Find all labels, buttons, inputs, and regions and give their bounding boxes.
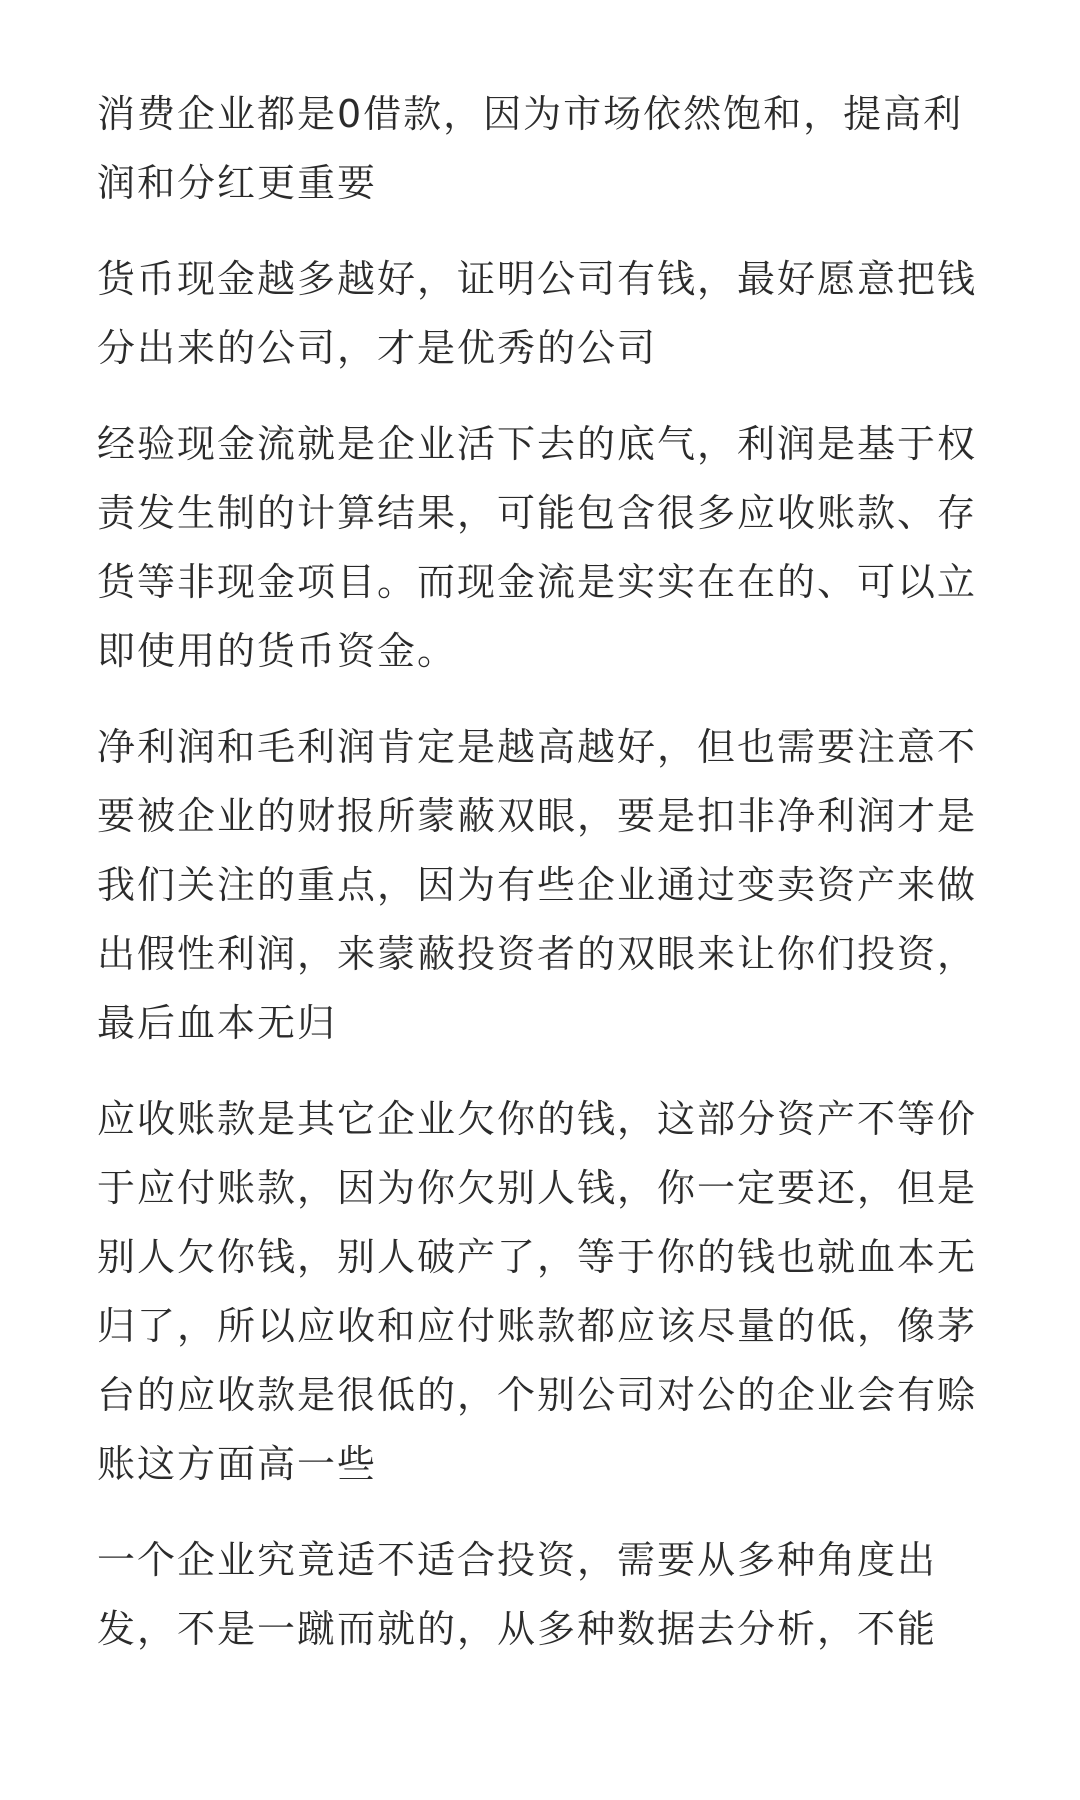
paragraph-cash-flow: 经验现金流就是企业活下去的底气，利润是基于权责发生制的计算结果，可能包含很多应收账款、存货等非现金项目。而现金流是实实在在的、可以立即使用的货币资金。 — [97, 422, 978, 673]
paragraph-investment-analysis: 一个企业究竟适不适合投资，需要从多种角度出发，不是一蹴而就的，从多种数据去分析，不能 — [97, 1538, 938, 1651]
article-body — [97, 80, 987, 1691]
paragraph-net-profit: 净利润和毛利润肯定是越高越好，但也需要注意不要被企业的财报所蒙蔽双眼，要是扣非净利润才是我们关注的重点，因为有些企业通过变卖资产来做出假性利润，来蒙蔽投资者的双眼来让你们投资，最后血本无归 — [97, 725, 978, 1045]
paragraph-cash: 货币现金越多越好，证明公司有钱，最好愿意把钱分出来的公司，才是优秀的公司 — [97, 257, 978, 370]
paragraph-receivables: 应收账款是其它企业欠你的钱，这部分资产不等价于应付账款，因为你欠别人钱，你一定要还，但是别人欠你钱，别人破产了，等于你的钱也就血本无归了，所以应收和应付账款都应该尽量的低，像茅台的应收款是很低的，个别公司对公的企业会有赊账这方面高一些 — [97, 1097, 978, 1486]
paragraph-consumer-debt: 消费企业都是0借款，因为市场依然饱和，提高利润和分红更重要 — [97, 92, 964, 205]
